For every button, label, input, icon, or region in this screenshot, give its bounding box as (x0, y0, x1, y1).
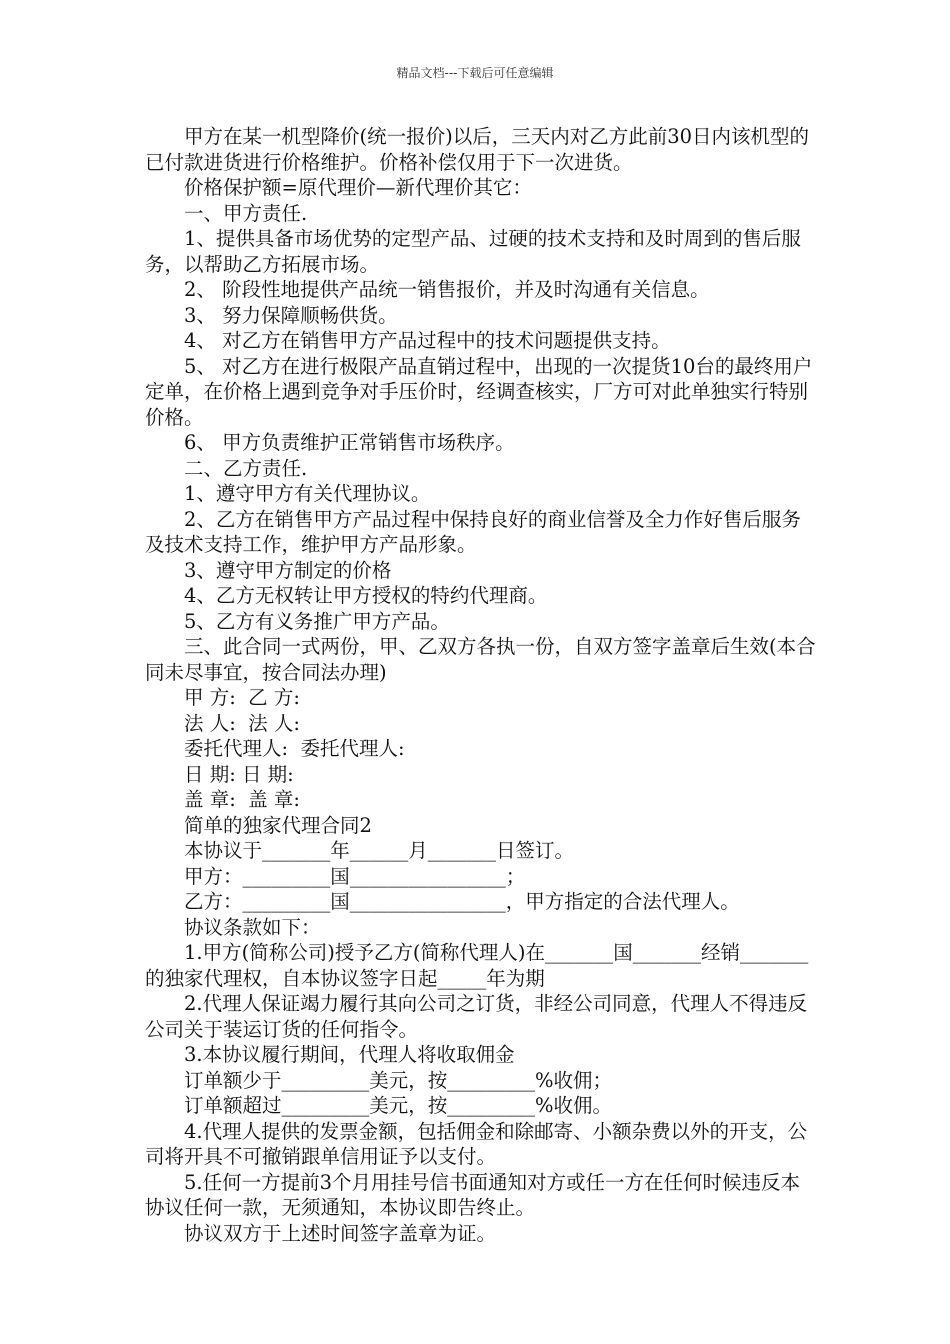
paragraph: 价格保护额=原代理价—新代理价其它： (184, 176, 532, 199)
paragraph: 法 人: 法 人: (184, 711, 300, 735)
paragraph: 4.代理人提供的发票金额，包括佣金和除邮寄、小额杂费以外的开支，公司将开具不可撤销跟单信用证予以支付。 (145, 1119, 808, 1168)
paragraph: 4、 对乙方在销售甲方产品过程中的技术问题提供支持。 (184, 329, 671, 352)
paragraph: 6、 甲方负责维护正常销售市场秩序。 (184, 431, 515, 454)
document-body (145, 124, 817, 1246)
paragraph: 2、乙方在销售甲方产品过程中保持良好的商业信誉及全力作好售后服务及技术支持工作，维护甲方产品形象。 (145, 507, 801, 556)
paragraph: 2.代理人保证竭力履行其向公司之订货，非经公司同意，代理人不得违反公司关于装运订货的任何指令。 (145, 992, 808, 1041)
paragraph: 本协议于_______年______月_______日签订。 (184, 839, 575, 862)
paragraph: 5、乙方有义务推广甲方产品。 (184, 609, 450, 633)
paragraph: 日 期: 日 期: (184, 762, 294, 786)
paragraph: 3、遵守甲方制定的价格 (184, 558, 392, 582)
paragraph: 4、乙方无权转让甲方授权的特约代理商。 (184, 584, 548, 607)
paragraph: 3.本协议履行期间，代理人将收取佣金 (184, 1043, 515, 1066)
paragraph: 订单额少于_________美元，按_________%收佣； (184, 1068, 613, 1092)
paragraph: 二、乙方责任. (184, 456, 308, 480)
paragraph: 2、 阶段性地提供产品统一销售报价，并及时沟通有关信息。 (184, 278, 710, 301)
paragraph: 盖 章: 盖 章: (184, 788, 300, 811)
page-header: 精品文档---下载后可任意编辑 (396, 66, 554, 80)
paragraph: 1、提供具备市场优势的定型产品、过硬的技术支持和及时周到的售后服务，以帮助乙方拓展市场。 (145, 227, 801, 276)
paragraph: 甲 方: 乙 方: (184, 686, 300, 709)
paragraph: 协议双方于上述时间签字盖章为证。 (184, 1221, 497, 1245)
paragraph: 订单额超过_________美元，按_________%收佣。 (184, 1094, 613, 1117)
paragraph: 一、甲方责任. (184, 201, 308, 225)
paragraph: 委托代理人: 委托代理人: (184, 737, 405, 760)
paragraph: 三、此合同一式两份，甲、乙双方各执一份，自双方签字盖章后生效(本合同未尽事宜，按合同法办理) (145, 635, 816, 684)
paragraph: 简单的独家代理合同2 (184, 813, 372, 837)
paragraph: 1.甲方(简称公司)授予乙方(简称代理人)在_______国_______经销_______的独家代理权，自本协议签字日起_____年为期 (145, 941, 809, 990)
paragraph: 1、遵守甲方有关代理协议。 (184, 482, 431, 505)
paragraph: 协议条款如下： (184, 915, 321, 939)
paragraph: 5.任何一方提前3个月用挂号信书面通知对方或任一方在任何时候违反本协议任何一款，无须通知，本协议即告终止。 (145, 1170, 801, 1219)
paragraph: 乙方：_________国________________，甲方指定的合法代理人。 (184, 890, 740, 913)
paragraph: 甲方：_________国________________； (184, 864, 526, 888)
paragraph: 甲方在某一机型降价(统一报价)以后，三天内对乙方此前30日内该机型的已付款进货进行价格维护。价格补偿仅用于下一次进货。 (145, 125, 810, 174)
paragraph: 5、 对乙方在进行极限产品直销过程中，出现的一次提货10台的最终用户定单，在价格上遇到竞争对手压价时，经调查核实，厂方可对此单独实行特别价格。 (145, 354, 813, 429)
paragraph: 3、 努力保障顺畅供货。 (184, 303, 398, 327)
